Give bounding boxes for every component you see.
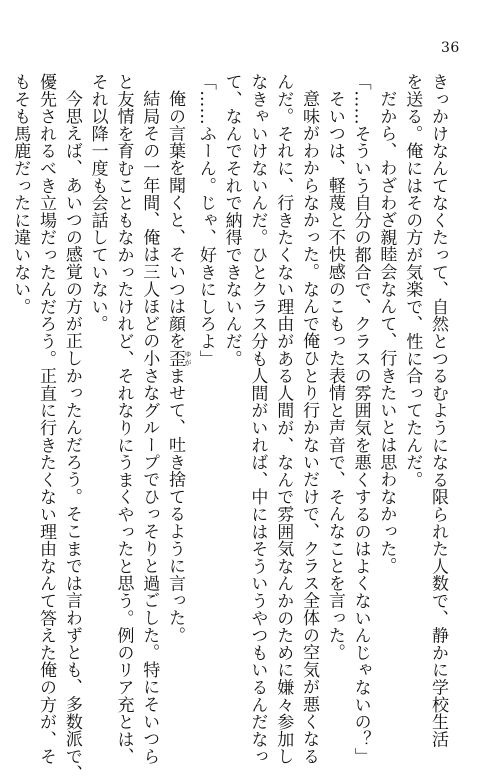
text-line: それ以降一度も会話していない。: [87, 73, 108, 333]
text-line: を送る。俺にはその方が気楽で、性に合ってたんだ。: [402, 73, 423, 489]
text-line: 意味がわからなかった。なんで俺ひとり行かないだけで、クラス全体の空気が悪くなる: [299, 90, 320, 765]
text-segment: ませて、吐き捨てるように言った。: [165, 366, 186, 644]
text-line: きっかけなんてなくたって、自然とつるむようになる限られた人数で、静かに学校生活: [428, 73, 448, 748]
text-line: 「……そういう自分の都合で、クラスの雰囲気を悪くするのはよくないんじゃないの？」: [350, 73, 371, 765]
text-line: 今思えば、あいつの感覚の方が正しかったんだろう。そこまでは言わずとも、多数派で、: [61, 90, 82, 782]
text-line: んだ。それに、行きたくない理由がある人間が、なんで雰囲気なんかのために嫌々参加し: [273, 73, 294, 765]
text-line: 優先されるべき立場だったんだろう。正直に行きたくない理由なんて答えた俺の方が、そ: [36, 73, 57, 765]
text-line: なきゃいけないんだ。ひとクラス分も人間がいれば、中にはそういうやつもいるんだなっ: [247, 73, 268, 765]
text-line-with-ruby: [161, 73, 192, 673]
text-line: 結局その一年間、俺は三人ほどの小さなグループでひっそりと過ごした。特にそいつら: [139, 90, 160, 765]
text-line: もそも馬鹿だったに違いない。: [10, 73, 31, 316]
page-number: 36: [441, 40, 460, 56]
novel-text-block: [10, 73, 450, 782]
text-line: て、なんでそれで納得できないんだ。: [221, 73, 242, 368]
text-segment: 俺の言葉を聞くと、そいつは顔を: [165, 90, 186, 350]
ruby-reading: ゆが: [184, 349, 193, 367]
ruby-annotation: [165, 349, 193, 367]
text-line: だから、わざわざ親睦会なんて、行きたいとは思わなかった。: [376, 90, 397, 575]
ruby-base: 歪: [165, 349, 186, 367]
text-line: 「……ふーん。じゃ、好きにしろよ」: [195, 73, 216, 368]
text-line: と友情を育むこともなかったけれど、それなりにうまくやったと思う。例のリア充とは、: [113, 73, 134, 765]
text-line: そいつは、軽蔑と不快感のこもった表情と声音で、そんなことを言った。: [324, 90, 345, 661]
